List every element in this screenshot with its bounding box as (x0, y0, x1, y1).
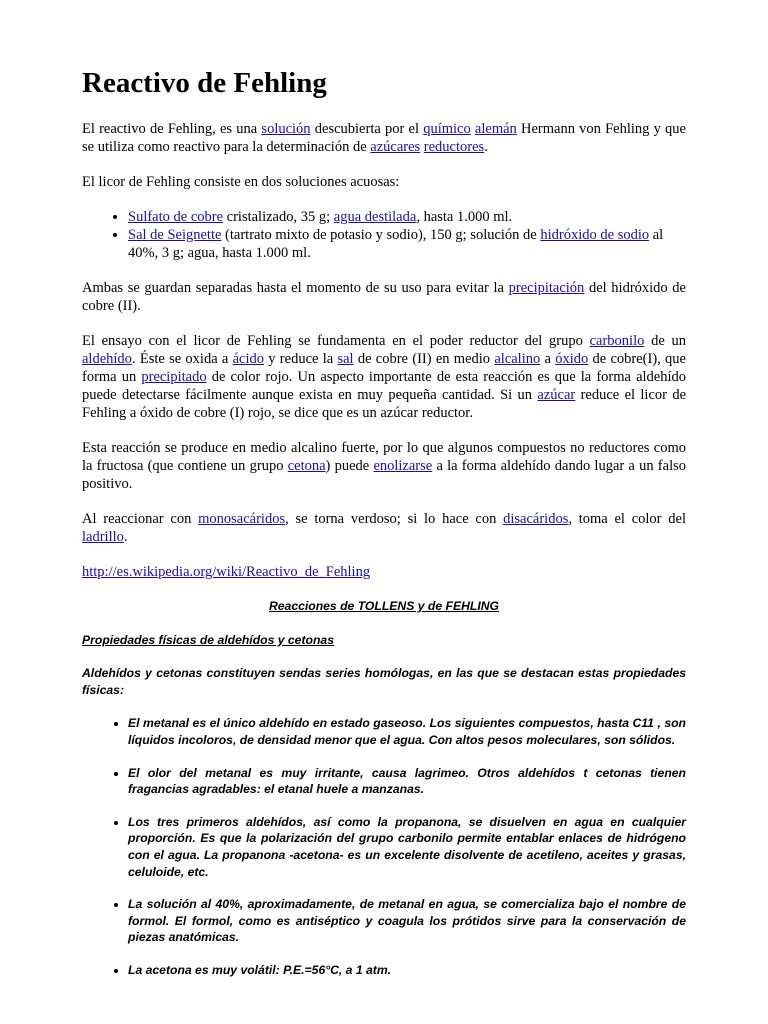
link-alcalino[interactable]: alcalino (494, 351, 541, 367)
properties-intro: Aldehídos y cetonas constituyen sendas series homólogas, en las que se destacan estas propiedades físicas: (82, 666, 686, 697)
paragraph-composition: El licor de Fehling consiste en dos soluciones acuosas: (82, 174, 400, 190)
link-aleman[interactable]: alemán (474, 121, 517, 137)
text: El reactivo de Fehling, es una (82, 121, 262, 137)
text: (tartrato mixto de potasio y sodio), 150 g; solución de (221, 227, 541, 243)
link-quimico[interactable]: químico (423, 121, 471, 137)
text: Al reaccionar con (82, 511, 199, 527)
text: , se torna verdoso; si lo hace con (285, 511, 504, 527)
text: de un (644, 333, 687, 349)
text: , hasta 1.000 ml. (416, 209, 513, 225)
link-acido[interactable]: ácido (232, 351, 265, 367)
paragraph-definition (82, 120, 686, 156)
link-cetona[interactable]: cetona (287, 458, 326, 474)
link-carbonilo[interactable]: carbonilo (589, 333, 645, 349)
text: de cobre(I), que forma un (82, 351, 686, 385)
link-sal[interactable]: sal (337, 351, 354, 367)
text: reduce el licor de Fehling a óxido de cobre (I) rojo, se dice que es un azúcar reductor. (82, 387, 687, 421)
link-enolizarse[interactable]: enolizarse (373, 458, 433, 474)
list-item: • La acetona es muy volátil: P.E.=56°C, a 1 atm. (128, 962, 686, 979)
list-item: • El metanal es el único aldehído en estado gaseoso. Los siguientes compuestos, hasta C11 , son líquidos incoloros, de densidad menor que el agua. Con altos pesos moleculares, son sólidos. (128, 715, 686, 748)
properties-list (82, 715, 686, 978)
page-title: Reactivo de Fehling (82, 67, 327, 99)
link-oxido[interactable]: óxido (555, 351, 589, 367)
link-precipitado[interactable]: precipitado (141, 369, 207, 385)
text: . (484, 139, 488, 155)
text: ) puede (325, 458, 374, 474)
text: de cobre (II) en medio (353, 351, 495, 367)
link-disacaridos[interactable]: disacáridos (503, 511, 569, 527)
text: a la forma aldehído dando lugar a un falso positivo. (82, 458, 686, 492)
solutions-list (82, 208, 686, 262)
text: El ensayo con el licor de Fehling se fundamenta en el poder reductor del grupo (82, 333, 590, 349)
text: y reduce la (264, 351, 338, 367)
link-sal-de-seignette[interactable]: Sal de Seignette (128, 227, 222, 243)
section-title: Reacciones de TOLLENS y de FEHLING (268, 599, 500, 613)
list-item: • El olor del metanal es muy irritante, causa lagrimeo. Otros aldehídos t cetonas tienen fragancias agradables: el etanal huele a manzanas. (128, 765, 686, 798)
link-azucares[interactable]: azúcares (370, 139, 421, 155)
list-item: • La solución al 40%, aproximadamente, de metanal en agua, se comercializa bajo el nombre de formol. El formol, como es antiséptico y coagula los prótidos sirve para la conservación de piezas anatómicas. (128, 896, 686, 946)
text: Ambas se guardan separadas hasta el momento de su uso para evitar la (82, 280, 509, 296)
link-sulfato-de-cobre[interactable]: Sulfato de cobre (128, 209, 224, 225)
link-monosacaridos[interactable]: monosacáridos (198, 511, 286, 527)
text: a (540, 351, 556, 367)
text: de color rojo. Un aspecto importante de esta reacción es que la forma aldehído puede detectarse fácilmente aunque exista en muy pequeña cantidad. Si un (82, 369, 686, 403)
link-precipitacion[interactable]: precipitación (508, 280, 585, 296)
text: al 40%, 3 g; agua, hasta 1.000 ml. (128, 227, 664, 261)
text: Esta reacción se produce en medio alcalino fuerte, por lo que algunos compuestos no reductores como la fructosa (que contiene un grupo (82, 440, 686, 474)
paragraph-colors (82, 510, 686, 546)
paragraph-storage (82, 279, 686, 315)
list-item: • Los tres primeros aldehídos, así como la propanona, se disuelven en agua en cualquier proporción. Es que la polarización del grupo carbonilo permite entablar enlaces de hidrógeno con el agua. La propanona -acetona- es un excelente disolvente de acetileno, aceites y grasas, celuloide, etc. (128, 814, 686, 880)
link-hidroxido-de-sodio[interactable]: hidróxido de sodio (540, 227, 650, 243)
list-item (128, 226, 686, 262)
text: . (123, 529, 128, 545)
paragraph-source (82, 563, 686, 581)
link-solucion[interactable]: solución (261, 121, 311, 137)
text: descubierta por el (310, 121, 424, 137)
link-ladrillo[interactable]: ladrillo (82, 529, 124, 545)
link-azucar[interactable]: azúcar (537, 387, 576, 403)
list-item (128, 208, 686, 226)
link-reductores[interactable]: reductores (423, 139, 485, 155)
paragraph-assay (82, 332, 686, 422)
link-aldehido[interactable]: aldehído (82, 351, 132, 367)
subsection-title: Propiedades físicas de aldehídos y cetonas (82, 632, 334, 647)
text: . Éste se oxida a (131, 351, 233, 367)
link-agua-destilada[interactable]: agua destilada (333, 209, 417, 225)
text: Hermann von Fehling y que se utiliza como reactivo para la determinación de (82, 121, 686, 155)
text: cristalizado, 35 g; (223, 209, 334, 225)
text: , toma el color del (568, 511, 686, 527)
source-link[interactable]: http://es.wikipedia.org/wiki/Reactivo_de_Fehling (82, 564, 371, 580)
paragraph-alkaline (82, 439, 686, 493)
text: del hidróxido de cobre (II). (82, 280, 686, 314)
